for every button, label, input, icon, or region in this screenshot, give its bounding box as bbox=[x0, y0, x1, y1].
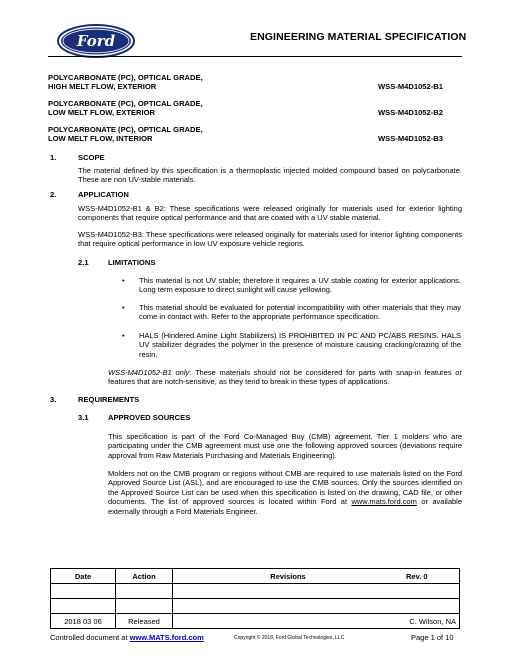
revision-date: 2018 03 06 bbox=[51, 614, 116, 629]
application-paragraph-2: WSS-M4D1052-B3: These specifications were released originally for materials used for interior lighting components that require optical performance in low UV exposure vehicle regions. bbox=[78, 230, 462, 249]
column-header-action: Action bbox=[116, 569, 173, 584]
column-header-revisions: Revisions bbox=[173, 569, 404, 584]
subsection-title-limitations: LIMITATIONS bbox=[108, 258, 156, 267]
material-heading-b3: POLYCARBONATE (PC), OPTICAL GRADE, LOW MELT FLOW, INTERIOR bbox=[48, 125, 203, 143]
material-code-b2: WSS-M4D1052-B2 bbox=[378, 108, 443, 117]
limitation-item: This material is not UV stable; therefore it requires a UV stable coating for exterior applications. Long term exposure to direct sunlight will cause yellowing. bbox=[139, 276, 461, 295]
column-header-rev: Rev. 0 bbox=[403, 569, 460, 584]
revision-author: C. Wilson, NA bbox=[173, 614, 460, 629]
document-title: ENGINEERING MATERIAL SPECIFICATION bbox=[250, 31, 467, 43]
header-divider bbox=[48, 56, 462, 57]
section-title-scope: SCOPE bbox=[78, 153, 105, 162]
approved-sources-paragraph-1: This specification is part of the Ford Co-Managed Buy (CMB) agreement. Tier 1 molders who are participating under the CMB agreement must use one the following approved sources (deviations require approval from Raw Materials Purchasing and Materials Engineering). bbox=[108, 432, 462, 460]
limitation-item: HALS (Hindered Amine Light Stabilizers) IS PROHIBITED IN PC AND PC/ABS RESINS. HALS UV stabilizer degrades the polymer in the presence of moisture causing cracking/crazing of the resin. bbox=[139, 331, 461, 359]
footer-controlled: Controlled document at www.MATS.ford.com bbox=[50, 633, 204, 642]
column-header-date: Date bbox=[51, 569, 116, 584]
revision-action: Released bbox=[116, 614, 173, 629]
svg-text:Ford: Ford bbox=[76, 32, 116, 50]
mats-link[interactable]: www.mats.ford.com bbox=[351, 497, 417, 507]
bullet-icon: • bbox=[122, 276, 125, 285]
table-row bbox=[51, 614, 460, 629]
scope-text: The material defined by this specification is a thermoplastic injected molded compound based on polycarbonate. These are non UV-stable materials. bbox=[78, 166, 462, 185]
section-number: 3. bbox=[50, 395, 57, 404]
section-number: 2. bbox=[50, 190, 57, 199]
limitations-note: WSS-M4D1052-B1 only: These materials should not be considered for parts with snap-in features or features that are notch-sensitive, as they tend to break in these types of applications. bbox=[108, 368, 462, 387]
bullet-icon: • bbox=[122, 303, 125, 312]
page-number: Page 1 of 10 bbox=[411, 633, 454, 642]
limitation-item: This material should be evaluated for potential incompatibility with other materials that they may come in contact with. Refer to the appropriate performance specification. bbox=[139, 303, 461, 322]
revision-table bbox=[50, 568, 460, 629]
section-number: 1. bbox=[50, 153, 57, 162]
table-header-row bbox=[51, 569, 460, 584]
material-heading-b1: POLYCARBONATE (PC), OPTICAL GRADE, HIGH MELT FLOW, EXTERIOR bbox=[48, 73, 203, 91]
material-code-b1: WSS-M4D1052-B1 bbox=[378, 82, 443, 91]
table-row bbox=[51, 584, 460, 599]
footer-mats-link[interactable]: www.MATS.ford.com bbox=[129, 633, 204, 642]
ford-logo bbox=[56, 23, 136, 59]
material-heading-b2: POLYCARBONATE (PC), OPTICAL GRADE, LOW MELT FLOW, EXTERIOR bbox=[48, 99, 203, 117]
footer-copyright: Copyright © 2018, Ford Global Technologies, LLC bbox=[234, 635, 345, 641]
subsection-title-approved-sources: APPROVED SOURCES bbox=[108, 413, 191, 422]
subsection-number: 2.1 bbox=[78, 258, 89, 267]
section-title-application: APPLICATION bbox=[78, 190, 129, 199]
material-code-b3: WSS-M4D1052-B3 bbox=[378, 134, 443, 143]
bullet-icon: • bbox=[122, 331, 125, 340]
table-row bbox=[51, 599, 460, 614]
subsection-number: 3.1 bbox=[78, 413, 89, 422]
application-paragraph-1: WSS-M4D1052-B1 & B2: These specifications were released originally for materials used for exterior lighting components that require optical performance and that are coated with a UV stable material. bbox=[78, 204, 462, 223]
section-title-requirements: REQUIREMENTS bbox=[78, 395, 140, 404]
approved-sources-paragraph-2: Molders not on the CMB program or regions without CMB are required to use materials listed on the Ford Approved Source List (ASL), and are encouraged to use the CMB sources. Only the sources identified on the Approved Source List can be used when this specification is listed on the drawing, CAD file, or other documents. The list of approved sources is located within Ford at www.mats.ford.com or available externally through a Ford Materials Engineer. bbox=[108, 469, 462, 516]
